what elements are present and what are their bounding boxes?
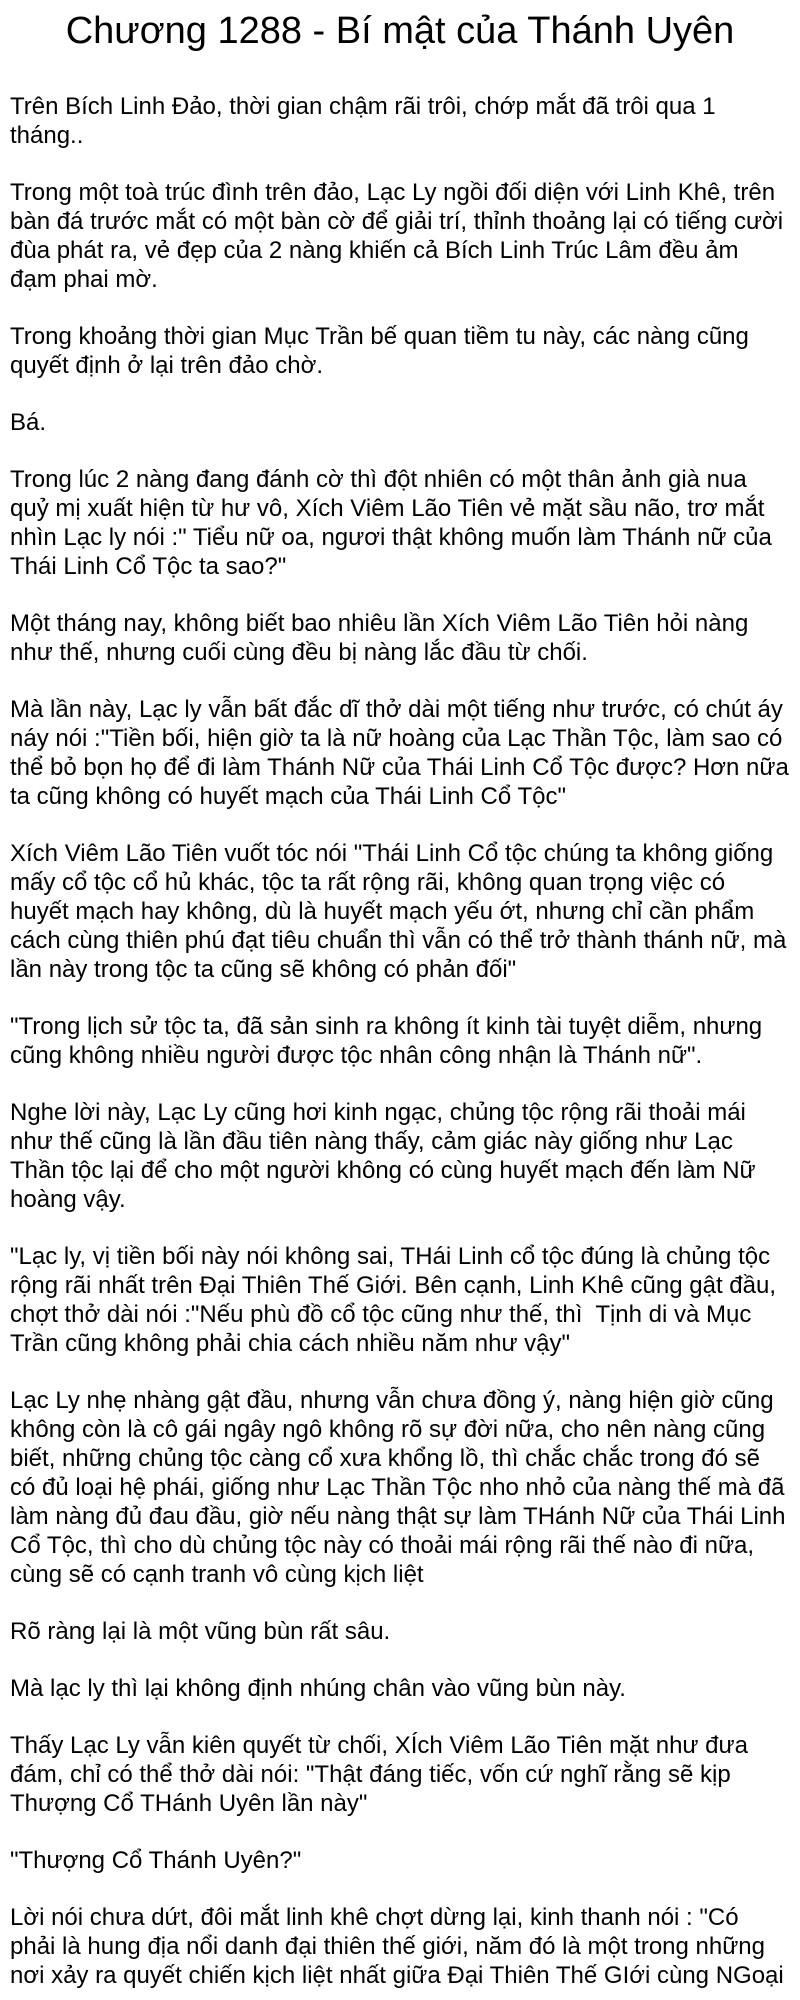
paragraph: Nghe lời này, Lạc Ly cũng hơi kinh ngạc, chủng tộc rộng rãi thoải mái như thế cũng là lần đầu tiên nàng thấy, cảm giác này giống như Lạc Thần tộc lại để cho một người không có cùng huyết mạch đến làm Nữ hoàng vậy. xyxy=(10,1099,763,1213)
paragraph: "Lạc ly, vị tiền bối này nói không sai, THái Linh cổ tộc đúng là chủng tộc rộng rãi nhất trên Đại Thiên Thế Giới. Bên cạnh, Linh Khê cũng gật đầu, chợt thở dài nói :"Nếu phù đồ cổ tộc cũng như thế, thì Tịnh di và Mục Trần cũng không phải chia cách nhiều năm như vậy" xyxy=(10,1243,783,1357)
paragraph: Trên Bích Linh Đảo, thời gian chậm rãi trôi, chớp mắt đã trôi qua 1 tháng.. xyxy=(10,93,723,149)
paragraph: Mà lần này, Lạc ly vẫn bất đắc dĩ thở dài một tiếng như trước, có chút áy náy nói :"Tiền bối, hiện giờ ta là nữ hoàng của Lạc Thần Tộc, làm sao có thể bỏ bọn họ để đi làm Thánh Nữ của Thái Linh Cổ Tộc được? Hơn nữa ta cũng không có huyết mạch của Thái Linh Cổ Tộc" xyxy=(10,696,796,810)
paragraph: Một tháng nay, không biết bao nhiêu lần Xích Viêm Lão Tiên hỏi nàng như thế, nhưng cuối cùng đều bị nàng lắc đầu từ chối. xyxy=(10,610,755,666)
paragraph: Trong lúc 2 nàng đang đánh cờ thì đột nhiên có một thân ảnh già nua quỷ mị xuất hiện từ hư vô, Xích Viêm Lão Tiên vẻ mặt sầu não, trơ mắt nhìn Lạc ly nói :" Tiểu nữ oa, ngươi thật không muốn làm Thánh nữ của Thái Linh Cổ Tộc ta sao?" xyxy=(10,466,779,580)
paragraph: Lạc Ly nhẹ nhàng gật đầu, nhưng vẫn chưa đồng ý, nàng hiện giờ cũng không còn là cô gái ngây ngô không rõ sự đời nữa, cho nên nàng cũng biết, những chủng tộc càng cổ xưa khổng lồ, thì chắc chắc trong đó sẽ có đủ loại hệ phái, giống như Lạc Thần Tộc nho nhỏ của nàng thế mà đã làm nàng đủ đau đầu, giờ nếu nàng thật sự làm THánh Nữ của Thái Linh Cổ Tộc, thì cho dù chủng tộc này có thoải mái rộng rãi thế nào đi nữa, cùng sẽ có cạnh tranh vô cùng kịch liệt xyxy=(10,1387,793,1588)
page-title: Chương 1288 - Bí mật của Thánh Uyên xyxy=(65,10,735,52)
paragraph: Mà lạc ly thì lại không định nhúng chân vào vũng bùn này. xyxy=(10,1675,626,1702)
paragraph: Trong khoảng thời gian Mục Trần bế quan tiềm tu này, các nàng cũng quyết định ở lại trên đảo chờ. xyxy=(10,323,756,379)
paragraph: Xích Viêm Lão Tiên vuốt tóc nói "Thái Linh Cổ tộc chúng ta không giống mấy cổ tộc cổ hủ khác, tộc ta rất rộng rãi, không quan trọng việc có huyết mạch hay không, dù là huyết mạch yếu ớt, nhưng chỉ cần phẩm cách cùng thiên phú đạt tiêu chuẩn thì vẫn có thể trở thành thánh nữ, mà lần này trong tộc ta cũng sẽ không có phản đối" xyxy=(10,840,793,983)
paragraph: Lời nói chưa dứt, đôi mắt linh khê chợt dừng lại, kinh thanh nói : "Có phải là hung địa nổi danh đại thiên thế giới, năm đó là một trong những nơi xảy ra quyết chiến kịch liệt nhất giữa Đại Thiên Thế GIới cùng NGoại xyxy=(10,1904,784,1989)
paragraph: "Thượng Cổ Thánh Uyên?" xyxy=(10,1847,302,1874)
paragraph: Rõ ràng lại là một vũng bùn rất sâu. xyxy=(10,1618,391,1645)
paragraph: Trong một toà trúc đình trên đảo, Lạc Ly ngồi đối diện với Linh Khê, trên bàn đá trước mắt có một bàn cờ để giải trí, thỉnh thoảng lại có tiếng cười đùa phát ra, vẻ đẹp của 2 nàng khiến cả Bích Linh Trúc Lâm đều ảm đạm phai mờ. xyxy=(10,179,790,293)
paragraph: Bá. xyxy=(10,409,47,436)
paragraph: "Trong lịch sử tộc ta, đã sản sinh ra không ít kinh tài tuyệt diễm, nhưng cũng không nhiều người được tộc nhân công nhận là Thánh nữ". xyxy=(10,1013,769,1069)
paragraph: Thấy Lạc Ly vẫn kiên quyết từ chối, XÍch Viêm Lão Tiên mặt như đưa đám, chỉ có thể thở dài nói: "Thật đáng tiếc, vốn cứ nghĩ rằng sẽ kịp Thượng Cổ THánh Uyên lần này" xyxy=(10,1732,755,1817)
